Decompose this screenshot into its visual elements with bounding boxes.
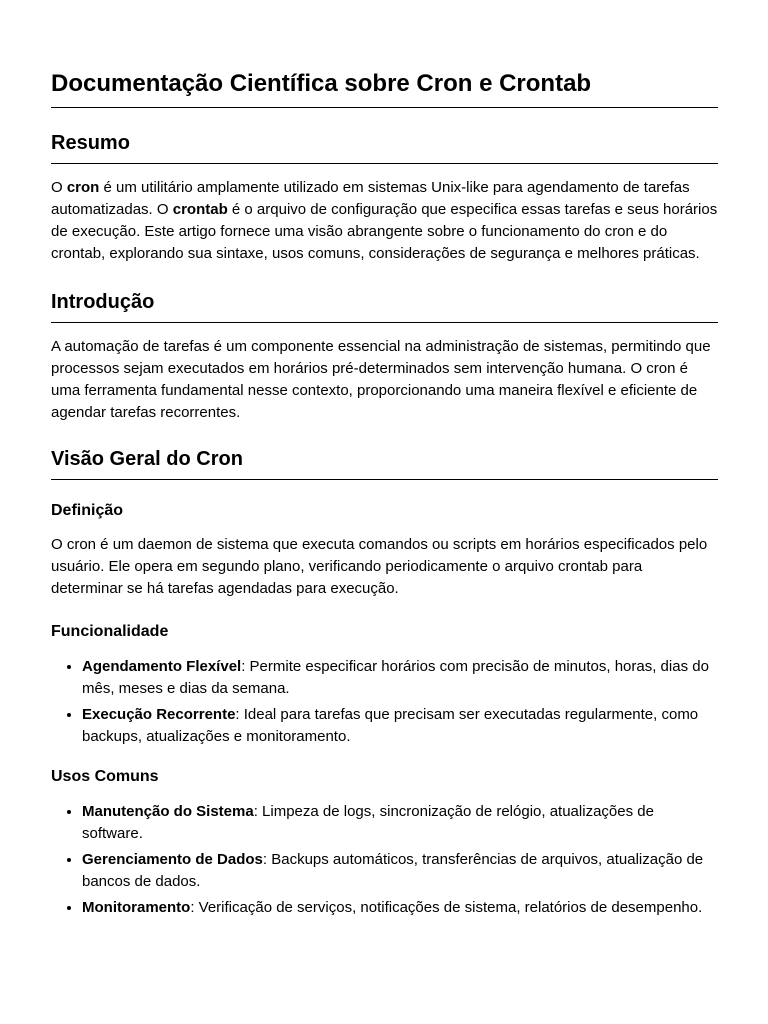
list-item (82, 801, 718, 845)
list-item-desc: : Verificação de serviços, notificações de sistema, relatórios de desempenho. (190, 899, 703, 916)
subheading-definicao: Definição (51, 502, 124, 519)
section-introducao (51, 289, 718, 424)
section-heading-introducao: Introdução (51, 289, 718, 323)
subheading-usos-comuns: Usos Comuns (51, 768, 159, 785)
list-item-desc: : Limpeza de logs, sincronização de relógio, atualizações de software. (82, 803, 654, 842)
introducao-paragraph: A automação de tarefas é um componente essencial na administração de sistemas, permitindo que processos sejam executados em horários pré-determinados sem intervenção humana. O cron é uma ferramenta fundamental nesse contexto, proporcionando uma maneira flexível e eficiente de agendar tarefas recorrentes. (51, 338, 711, 421)
list-item (82, 849, 718, 893)
document-title: Documentação Científica sobre Cron e Crontab (51, 0, 718, 108)
resumo-text-1: O (51, 179, 67, 196)
subheading-funcionalidade: Funcionalidade (51, 623, 169, 640)
list-item (82, 656, 718, 700)
list-item-term: Execução Recorrente (82, 706, 236, 723)
section-visao-geral (51, 446, 718, 919)
resumo-text-2: é um utilitário amplamente utilizado em sistemas Unix-like para agendamento de tarefas automatizadas. O (51, 179, 690, 218)
funcionalidade-list (51, 656, 718, 748)
resumo-paragraph (51, 177, 718, 265)
resumo-bold-crontab: crontab (172, 201, 228, 218)
definicao-paragraph: O cron é um daemon de sistema que executa comandos ou scripts em horários especificados pelo usuário. Ele opera em segundo plano, verificando periodicamente o arquivo crontab para determinar se há tarefas agendadas para execução. (51, 536, 708, 597)
section-resumo (51, 130, 718, 265)
usos-comuns-list (51, 801, 718, 919)
section-heading-visao-geral: Visão Geral do Cron (51, 446, 718, 480)
list-item (82, 704, 718, 748)
list-item-desc: : Backups automáticos, transferências de arquivos, atualização de bancos de dados. (82, 851, 704, 890)
list-item (82, 897, 718, 919)
list-item-term: Gerenciamento de Dados (82, 851, 263, 868)
resumo-bold-cron: cron (66, 179, 100, 196)
section-heading-resumo: Resumo (51, 130, 718, 164)
list-item-term: Monitoramento (82, 899, 191, 916)
list-item-term: Manutenção do Sistema (82, 803, 254, 820)
resumo-text-3: é o arquivo de configuração que especifica essas tarefas e seus horários de execução. Este artigo fornece uma visão abrangente sobre o funcionamento do cron e do crontab, explorando sua sintaxe, usos comuns, considerações de segurança e melhores práticas. (51, 201, 718, 262)
list-item-desc: : Ideal para tarefas que precisam ser executadas regularmente, como backups, atualizações e monitoramento. (82, 706, 699, 745)
list-item-desc: : Permite especificar horários com precisão de minutos, horas, dias do mês, meses e dias da semana. (82, 658, 709, 697)
list-item-term: Agendamento Flexível (82, 658, 242, 675)
